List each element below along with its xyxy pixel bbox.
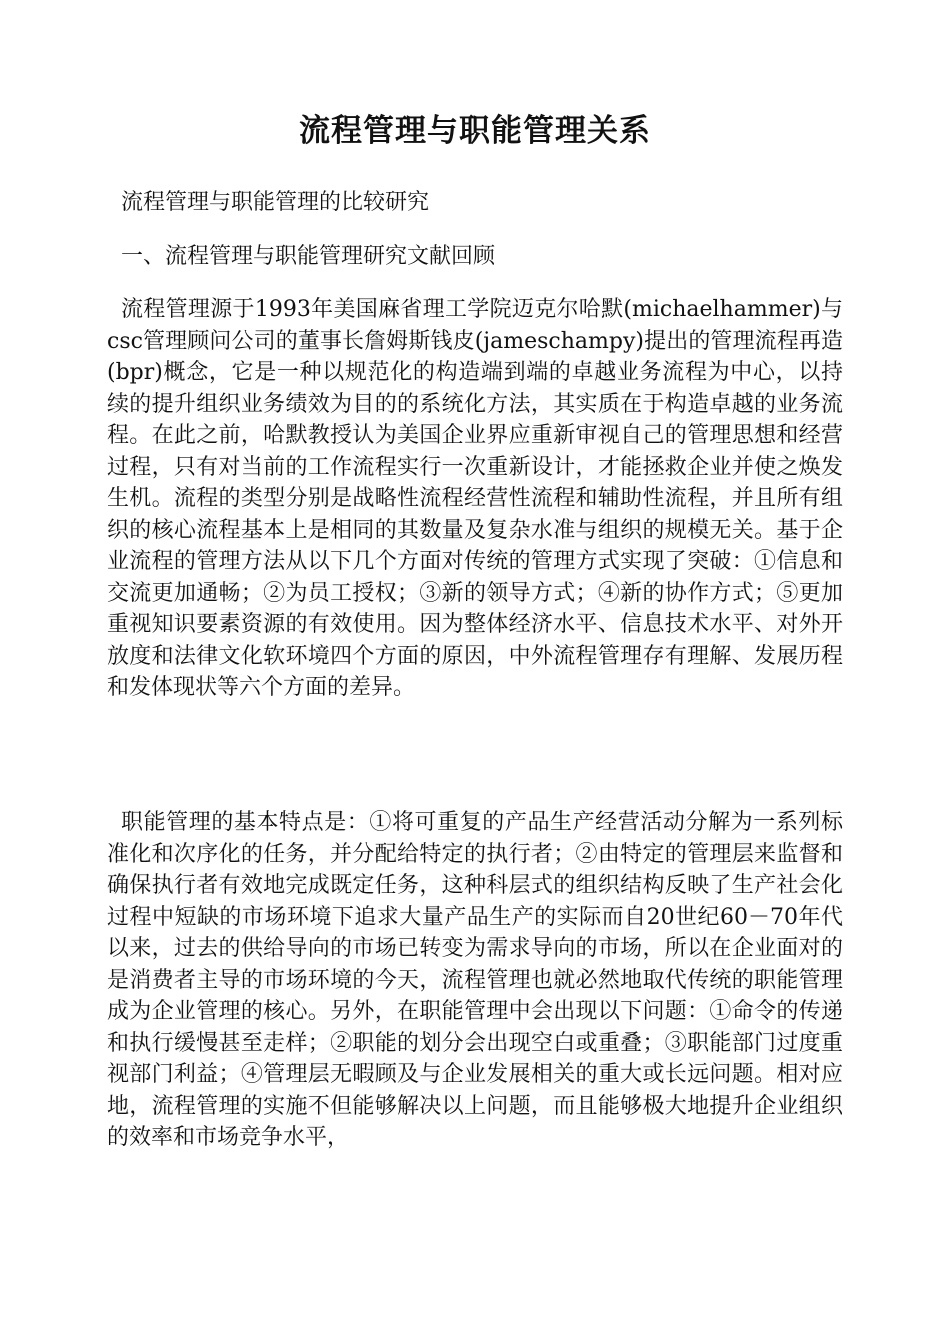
section-heading: 一、流程管理与职能管理研究文献回顾: [121, 244, 496, 269]
document-subtitle: 流程管理与职能管理的比较研究: [121, 190, 430, 215]
body-paragraph: 流程管理源于1993年美国麻省理工学院迈克尔哈默(michaelhammer)与csc管理顾问公司的董事长詹姆斯钱皮(jameschampy)提出的管理流程再造(bpr)概念，它是一种以规范化的构造端到端的卓越业务流程为中心，以持续的提升组织业务绩效为目的的系统化方法，其实质在于构造卓越的业务流程。在此之前，哈默教授认为美国企业界应重新审视自己的管理思想和经营过程，只有对当前的工作流程实行一次重新设计，才能拯救企业并使之焕发生机。流程的类型分别是战略性流程经营性流程和辅助性流程，并且所有组织的核心流程基本上是相同的其数量及复杂水准与组织的规模无关。基于企业流程的管理方法从以下几个方面对传统的管理方式实现了突破：①信息和交流更加通畅；②为员工授权；③新的领导方式；④新的协作方式；⑤更加重视知识要素资源的有效使用。因为整体经济水平、信息技术水平、对外开放度和法律文化软环境四个方面的原因，中外流程管理存有理解、发展历程和发体现状等六个方面的差异。: [107, 297, 843, 700]
document-title: 流程管理与职能管理关系: [299, 113, 651, 149]
body-paragraph: 职能管理的基本特点是：①将可重复的产品生产经营活动分解为一系列标准化和次序化的任务，并分配给特定的执行者；②由特定的管理层来监督和确保执行者有效地完成既定任务，这种科层式的组织结构反映了生产社会化过程中短缺的市场环境下追求大量产品生产的实际而自20世纪60－70年代以来，过去的供给导向的市场已转变为需求导向的市场，所以在企业面对的是消费者主导的市场环境的今天，流程管理也就必然地取代传统的职能管理成为企业管理的核心。另外，在职能管理中会出现以下问题：①命令的传递和执行缓慢甚至走样；②职能的划分会出现空白或重叠；③职能部门过度重视部门利益；④管理层无暇顾及与企业发展相关的重大或长远问题。相对应地，流程管理的实施不但能够解决以上问题，而且能够极大地提升企业组织的效率和市场竞争水平，: [107, 810, 843, 1150]
